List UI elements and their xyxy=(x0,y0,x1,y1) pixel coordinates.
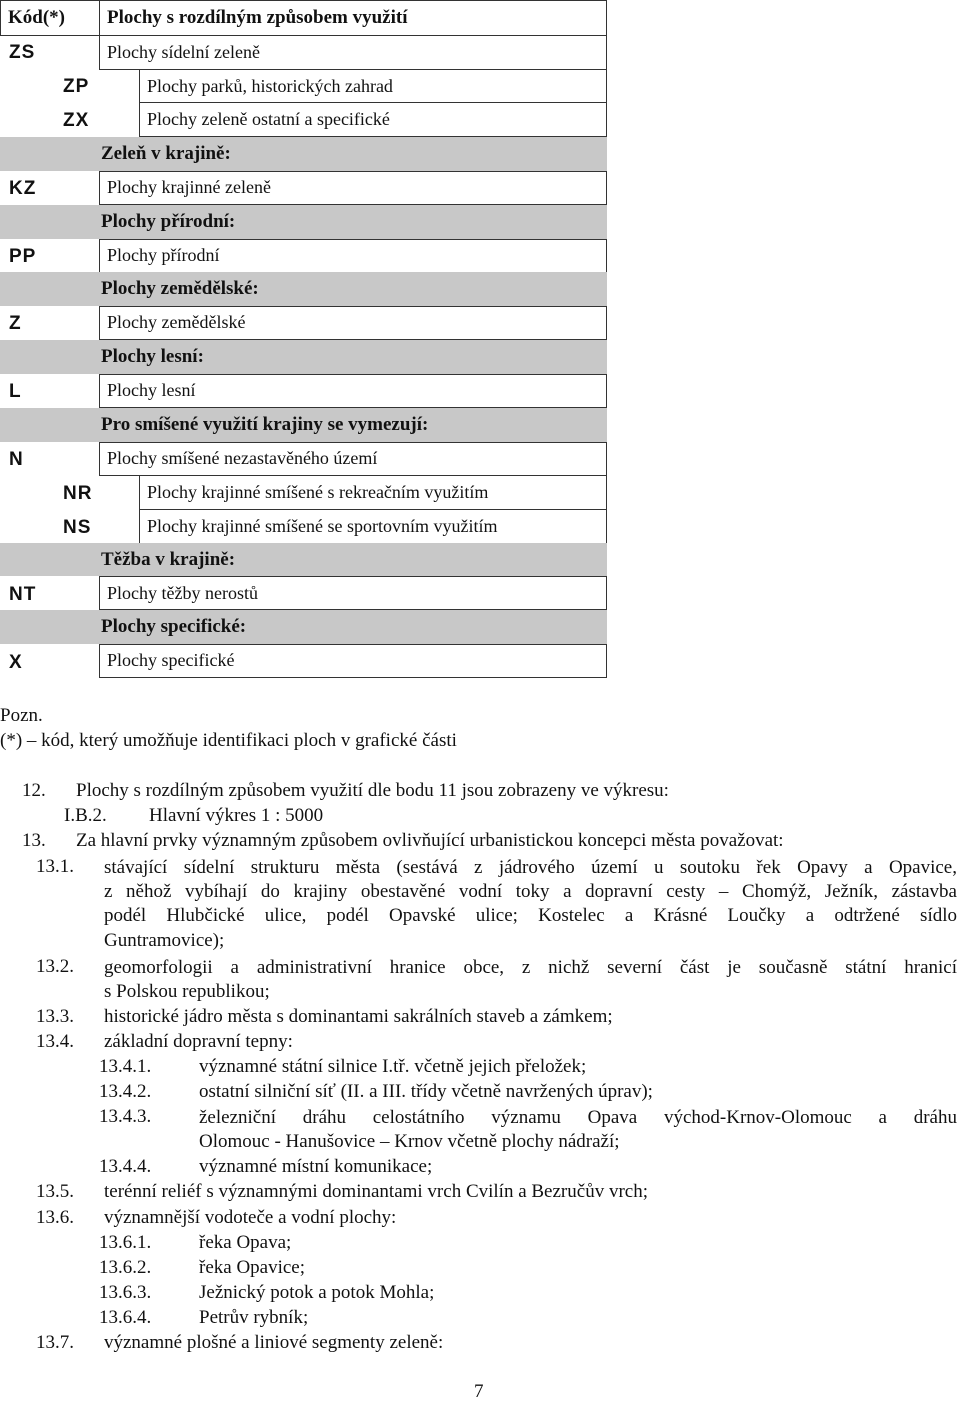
table-section-heading: Plochy lesní: xyxy=(101,346,204,367)
table-label: Plochy sídelní zeleně xyxy=(107,42,260,62)
table-code: ZP xyxy=(63,76,90,97)
subitem-text: významné plošné a liniové segmenty zeleně: xyxy=(104,1332,444,1353)
table-code: X xyxy=(9,652,23,673)
table-label: Plochy těžby nerostů xyxy=(107,583,258,603)
subsubitem-number: 13.6.3. xyxy=(99,1282,152,1303)
subitem-number: 13.3. xyxy=(36,1006,74,1027)
paragraph-line: z něhož vybíhají do krajiny obestavěné vodní toky a dopravní cesty – Chomýž, Ježník, zástavba xyxy=(104,881,957,902)
table-code: Z xyxy=(9,313,22,334)
table-section-heading: Plochy zemědělské: xyxy=(101,278,259,299)
paragraph-line: Olomouc - Hanušovice – Krnov včetně plochy nádraží; xyxy=(199,1131,620,1152)
subitem-number: 13.6. xyxy=(36,1207,74,1228)
subsubitem-paragraph xyxy=(199,1106,957,1130)
item-text: Plochy s rozdílným způsobem využití dle bodu 11 jsou zobrazeny ve výkresu: xyxy=(76,780,669,801)
subitem-paragraph xyxy=(104,956,957,980)
table-code: N xyxy=(9,449,24,470)
subitem-paragraph xyxy=(104,856,957,928)
table-section-heading: Těžba v krajině: xyxy=(101,549,236,570)
table-code: NR xyxy=(63,483,93,504)
subsubitem-number: 13.6.2. xyxy=(99,1257,152,1278)
paragraph-line: železniční dráhu celostátního významu Opava východ-Krnov-Olomouc a dráhu xyxy=(199,1107,957,1128)
table-code: PP xyxy=(9,246,37,267)
item-number: 13. xyxy=(22,830,46,851)
note-text: (*) – kód, který umožňuje identifikaci ploch v grafické části xyxy=(0,730,457,751)
drawing-title: Hlavní výkres 1 : 5000 xyxy=(149,805,324,826)
table-code: ZX xyxy=(63,110,90,131)
drawing-reference: I.B.2. xyxy=(64,805,107,826)
page-number: 7 xyxy=(474,1381,484,1402)
subsubitem-number: 13.4.1. xyxy=(99,1056,152,1077)
table-label: Plochy specifické xyxy=(107,650,235,670)
table-label: Plochy lesní xyxy=(107,380,196,400)
subitem-text: významnější vodoteče a vodní plochy: xyxy=(104,1207,397,1228)
table-section-heading: Zeleň v krajině: xyxy=(101,143,231,164)
paragraph-line: podél Hlubčické ulice, podél Opavské ulice; Kostelec a Krásné Loučky a odtržené sídlo xyxy=(104,905,957,926)
table-label: Plochy zeleně ostatní a specifické xyxy=(147,109,390,129)
subitem-number: 13.5. xyxy=(36,1181,74,1202)
table-section-band xyxy=(0,272,607,306)
subsubitem-text: Ježnický potok a potok Mohla; xyxy=(199,1282,435,1303)
table-label: Plochy krajinné zeleně xyxy=(107,177,271,197)
subitem-number: 13.1. xyxy=(36,856,74,877)
paragraph-line: geomorfologii a administrativní hranice obce, z nichž severní část je současně státní hranicí xyxy=(104,957,957,978)
table-section-heading: Plochy specifické: xyxy=(101,616,247,637)
subsubitem-text: řeka Opava; xyxy=(199,1232,292,1253)
table-code: ZS xyxy=(9,42,36,63)
subsubitem-number: 13.4.3. xyxy=(99,1106,152,1127)
table-label: Plochy krajinné smíšené s rekreačním využitím xyxy=(147,482,489,502)
subsubitem-text: ostatní silniční síť (II. a III. třídy včetně navržených úprav); xyxy=(199,1081,653,1102)
table-label: Plochy parků, historických zahrad xyxy=(147,76,393,96)
subitem-text: základní dopravní tepny: xyxy=(104,1031,293,1052)
subitem-text: terénní reliéf s významnými dominantami vrch Cvilín a Bezručův vrch; xyxy=(104,1181,648,1202)
table-section-band xyxy=(0,543,607,576)
item-number: 12. xyxy=(22,780,46,801)
subsubitem-text: Petrův rybník; xyxy=(199,1307,309,1328)
paragraph-line: Guntramovice); xyxy=(104,930,225,951)
subsubitem-number: 13.6.4. xyxy=(99,1307,152,1328)
subsubitem-number: 13.4.4. xyxy=(99,1156,152,1177)
subitem-text: historické jádro města s dominantami sakrálních staveb a zámkem; xyxy=(104,1006,613,1027)
table-section-band xyxy=(0,340,607,374)
table-section-band xyxy=(0,205,607,239)
subitem-number: 13.4. xyxy=(36,1031,74,1052)
table-label: Plochy smíšené nezastavěného území xyxy=(107,448,378,468)
subsubitem-text: řeka Opavice; xyxy=(199,1257,306,1278)
table-code: L xyxy=(9,381,22,402)
subsubitem-text: významné státní silnice I.tř. včetně jejich přeložek; xyxy=(199,1056,587,1077)
subitem-number: 13.7. xyxy=(36,1332,74,1353)
table-section-heading: Plochy přírodní: xyxy=(101,211,236,232)
table-section-heading: Pro smíšené využití krajiny se vymezují: xyxy=(101,414,429,435)
table-header-code: Kód(*) xyxy=(8,7,65,28)
table-label: Plochy krajinné smíšené se sportovním využitím xyxy=(147,516,498,536)
note-title: Pozn. xyxy=(0,705,43,726)
table-section-band xyxy=(0,610,607,644)
paragraph-line: s Polskou republikou; xyxy=(104,981,270,1002)
table-code: NT xyxy=(9,584,37,605)
paragraph-line: stávající sídelní strukturu města (sestává z jádrového území u soutoku řek Opavy a Opavice, xyxy=(104,857,957,878)
table-header-title: Plochy s rozdílným způsobem využití xyxy=(107,7,408,28)
subsubitem-number: 13.6.1. xyxy=(99,1232,152,1253)
table-code: NS xyxy=(63,517,92,538)
subitem-number: 13.2. xyxy=(36,956,74,977)
item-text: Za hlavní prvky významným způsobem ovlivňující urbanistickou koncepci města považovat: xyxy=(76,830,784,851)
table-label: Plochy přírodní xyxy=(107,245,220,265)
table-label: Plochy zemědělské xyxy=(107,312,246,332)
subsubitem-text: významné místní komunikace; xyxy=(199,1156,433,1177)
table-code: KZ xyxy=(9,178,37,199)
table-section-band xyxy=(0,137,607,171)
subsubitem-number: 13.4.2. xyxy=(99,1081,152,1102)
